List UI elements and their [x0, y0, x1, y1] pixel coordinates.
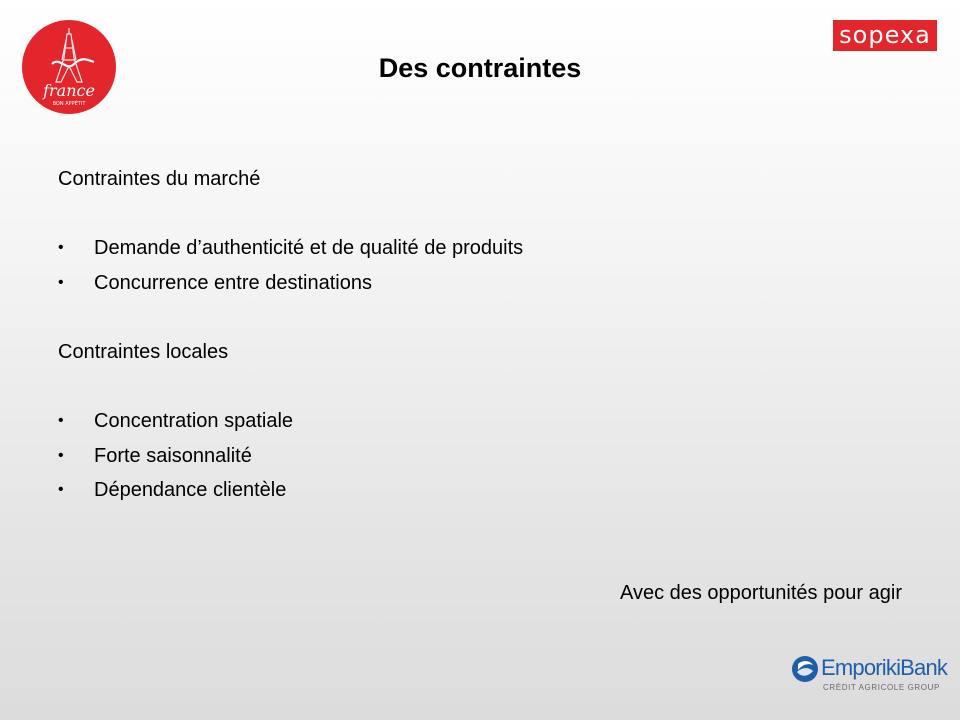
bullet-icon: • [58, 239, 64, 256]
list-item-text: Dépendance clientèle [94, 479, 287, 501]
section-heading-market: Contraintes du marché [58, 168, 261, 190]
emporiki-name: EmporikiBank [821, 655, 948, 680]
france-logo-text: france [43, 81, 95, 100]
list-item [58, 266, 523, 301]
france-logo-subtext: BON APPÉTIT [52, 101, 86, 107]
sopexa-logo: sopexa [833, 20, 937, 51]
list-item-text: Forte saisonnalité [94, 444, 252, 467]
list-item-text: Demande d’authenticité et de qualité de produits [94, 237, 524, 259]
list-item [58, 231, 523, 266]
section-heading-local: Contraintes locales [58, 341, 229, 363]
emporiki-subtitle: CRÉDIT AGRICOLE GROUP [823, 683, 940, 692]
bullet-list-local [58, 404, 293, 508]
bullet-icon: • [58, 446, 64, 464]
list-item-text: Concurrence entre destinations [94, 271, 372, 294]
list-item [58, 473, 293, 508]
closing-statement: Avec des opportunités pour agir [619, 582, 902, 604]
emporiki-bank-logo [788, 652, 948, 694]
bullet-list-market [58, 231, 523, 300]
list-item [58, 404, 293, 439]
emporiki-emblem-icon [790, 654, 820, 684]
bullet-icon: • [58, 412, 64, 429]
list-item-text: Concentration spatiale [94, 410, 294, 432]
bullet-icon: • [58, 273, 64, 291]
list-item [58, 439, 293, 474]
slide-title: Des contraintes [378, 53, 582, 83]
bullet-icon: • [58, 481, 64, 498]
